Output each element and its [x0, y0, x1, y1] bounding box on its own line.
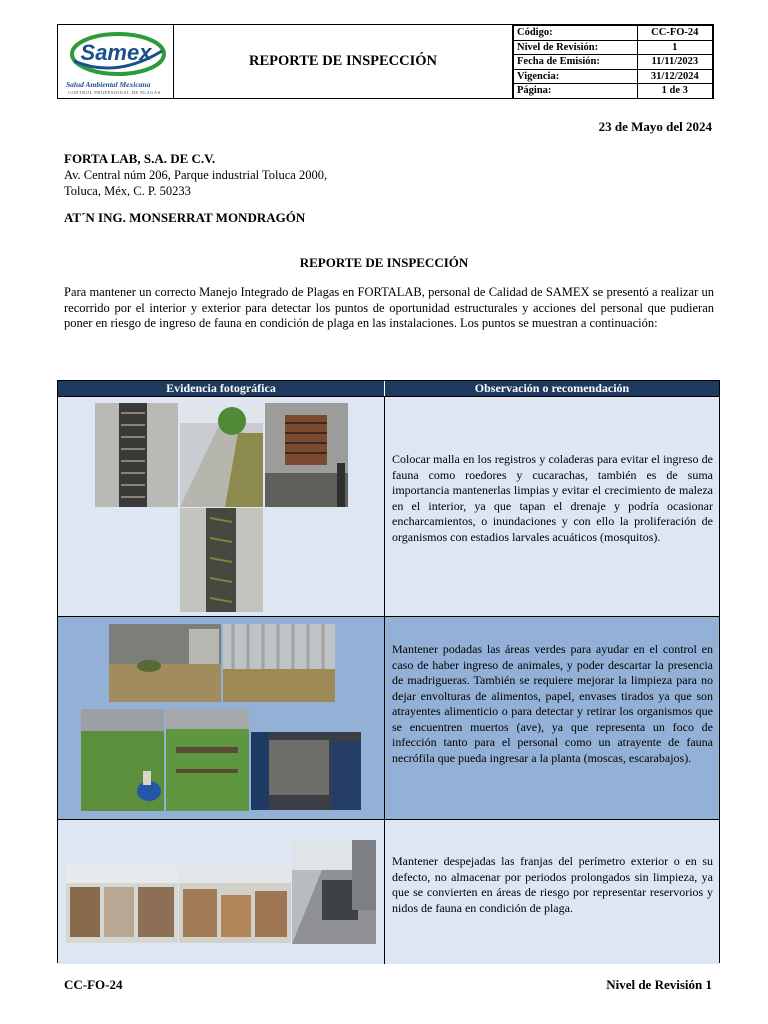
lawn-trash-photo — [81, 709, 164, 811]
recipient-attention: AT´N ING. MONSERRAT MONDRAGÓN — [64, 210, 306, 225]
logo-subtagline: CONTROL PROFESIONAL DE PLAGAS — [68, 90, 161, 95]
meta-label: Página: — [514, 84, 638, 99]
observation-text: Colocar malla en los registros y coladeras para evitar el ingreso de fauna como roedores y cucarachas, también es de suma importancia mantenerlas limpias y evitar el crecimiento de maleza en el interior, ya que tapan el drenaje y podría ocasionar encharcamientos, o inundaciones y con ello la proliferación de organismos con estadios larvales acuáticos (mosquitos). — [392, 452, 713, 544]
table-row — [58, 819, 719, 964]
recipient-address-line1: Av. Central núm 206, Parque industrial Toluca 2000, — [64, 168, 328, 182]
meta-value: 11/11/2023 — [637, 55, 712, 70]
recipient-address-line2: Toluca, Méx, C. P. 50233 — [64, 184, 191, 198]
meta-row — [514, 40, 713, 55]
intro-paragraph: Para mantener un correcto Manejo Integrado de Plagas en FORTALAB, personal de Calidad de SAMEX se presentó a realizar un recorrido por el interior y exterior para detectar los puntos de oportunidad estructurales y acciones del personal que pudieran poner en riesgo de ingreso de fauna en condición de plaga en las instalaciones. Los puntos se muestran a continuación: — [64, 285, 714, 330]
meta-value: 1 — [637, 40, 712, 55]
samex-logo — [58, 25, 174, 98]
meta-row — [514, 69, 713, 84]
header-title: REPORTE DE INSPECCIÓN — [174, 25, 513, 98]
logo-tagline: Salud Ambiental Mexicana — [66, 80, 151, 89]
meta-value: 31/12/2024 — [637, 69, 712, 84]
table-row — [58, 396, 719, 617]
meta-label: Vigencia: — [514, 69, 638, 84]
fence-grass-photo — [223, 624, 335, 702]
meta-row — [514, 26, 713, 41]
photo-evidence-cell — [58, 397, 385, 617]
column-header-observation: Observación o recomendación — [385, 381, 719, 396]
rusty-grate-photo — [265, 403, 348, 507]
grass-drain-photo — [180, 508, 263, 612]
table-row — [58, 616, 719, 820]
stored-pallets-photo — [66, 865, 178, 943]
recipient-address — [64, 151, 327, 199]
observation-text: Mantener despejadas las franjas del perímetro exterior o en su defecto, no almacenar por periodos prolongados sin limpieza, ya que se convierten en áreas de riesgo por representar reservorios y nidos de fauna en condición de plaga. — [392, 854, 713, 915]
walkway-greenery-photo — [180, 403, 263, 507]
recipient-company: FORTA LAB, S.A. DE C.V. — [64, 151, 216, 166]
observation-cell — [385, 617, 719, 820]
boxes-pallets-photo — [179, 865, 291, 943]
inspection-table — [57, 380, 720, 963]
drain-grate-photo — [95, 403, 178, 507]
footer-code: CC-FO-24 — [64, 977, 123, 992]
loading-dock-photo — [251, 732, 361, 810]
photo-evidence-cell — [58, 617, 385, 820]
document-meta-table — [513, 25, 713, 99]
lawn-bench-photo — [166, 709, 249, 811]
report-date: 23 de Mayo del 2024 — [598, 119, 712, 134]
meta-label: Código: — [514, 26, 638, 41]
samex-logo-mark — [66, 29, 166, 79]
meta-label: Fecha de Emisión: — [514, 55, 638, 70]
perimeter-yard-photo — [292, 840, 376, 944]
photo-evidence-cell — [58, 820, 385, 964]
report-title: REPORTE DE INSPECCIÓN — [299, 255, 469, 270]
column-header-evidence: Evidencia fotográfica — [58, 381, 385, 396]
observation-cell — [385, 397, 719, 617]
svg-text:Samex: Samex — [80, 40, 152, 65]
meta-row — [514, 84, 713, 99]
document-header — [57, 24, 714, 99]
meta-value: 1 de 3 — [637, 84, 712, 99]
footer-revision: Nivel de Revisión 1 — [606, 977, 712, 992]
observation-text: Mantener podadas las áreas verdes para ayudar en el control en caso de haber ingreso de animales, y poder descartar la presencia de madrigueras. También se requiere mejorar la limpieza para no dejar envolturas de alimentos, papel, envases tirados ya que son atrayentes alimenticio o para detectar y retirar los organismos que se encuentren muertos (ave), ya que representa un foco de infección tanto para el personal como un atrayente de fauna necrófila que pueda ingresar a la planta (moscas, escarabajos). — [392, 642, 713, 765]
observation-cell — [385, 820, 719, 964]
meta-value: CC-FO-24 — [637, 26, 712, 41]
meta-label: Nivel de Revisión: — [514, 40, 638, 55]
building-grass-photo — [109, 624, 221, 702]
meta-row — [514, 55, 713, 70]
